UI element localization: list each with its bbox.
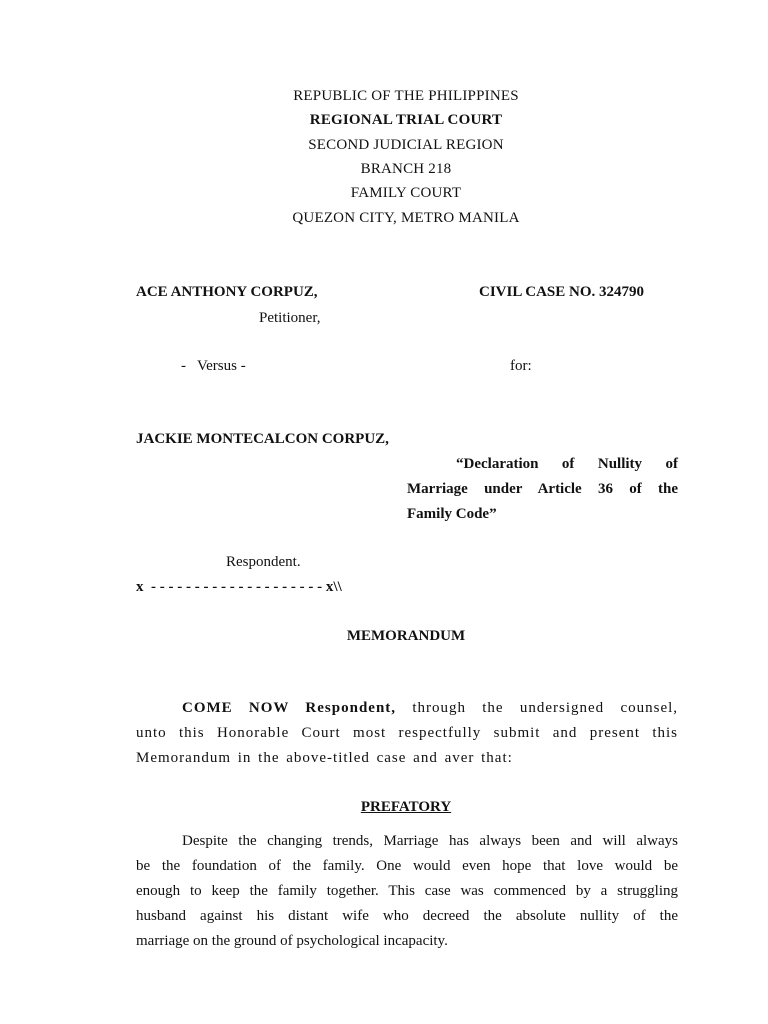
intro-line-3: Memorandum in the above-titled case and aver that: <box>136 750 513 766</box>
for-label: for: <box>510 358 532 374</box>
case-number: CIVIL CASE NO. 324790 <box>479 284 645 300</box>
petitioner-name: ACE ANTHONY CORPUZ, <box>136 284 318 300</box>
header-family-court: FAMILY COURT <box>350 185 462 201</box>
intro-line-1-rest: through the undersigned counsel, <box>412 700 679 716</box>
prefatory-paragraph <box>136 829 678 954</box>
header-city: QUEZON CITY, METRO MANILA <box>292 210 520 226</box>
versus-label: - Versus - <box>181 358 246 374</box>
action-line-1: “Declaration of Nullity of <box>456 456 678 472</box>
header-branch: BRANCH 218 <box>360 161 452 177</box>
intro-lead: COME NOW Respondent, <box>182 700 397 716</box>
header-republic: REPUBLIC OF THE PHILIPPINES <box>293 88 519 104</box>
document-title: MEMORANDUM <box>346 628 466 644</box>
section-heading: PREFATORY <box>360 799 452 815</box>
prefatory-line-5: marriage on the ground of psychological incapacity. <box>136 933 448 949</box>
intro-line-2: unto this Honorable Court most respectfully submit and present this <box>136 725 678 741</box>
caption-separator: x - - - - - - - - - - - - - - - - - - - - x\\ <box>136 579 342 595</box>
respondent-label: Respondent. <box>226 554 301 570</box>
intro-line-1 <box>136 696 678 721</box>
prefatory-line-2: be the foundation of the family. One would even hope that love would be <box>136 858 678 874</box>
prefatory-line-3: enough to keep the family together. This case was commenced by a struggling <box>136 883 678 899</box>
header-court: REGIONAL TRIAL COURT <box>309 112 503 128</box>
intro-paragraph <box>136 696 678 771</box>
action-line-3: Family Code” <box>407 506 497 522</box>
prefatory-line-1: Despite the changing trends, Marriage has always been and will always <box>182 833 678 849</box>
petitioner-label: Petitioner, <box>259 310 321 326</box>
header-region: SECOND JUDICIAL REGION <box>308 137 504 153</box>
prefatory-line-4: husband against his distant wife who decreed the absolute nullity of the <box>136 908 678 924</box>
action-line-2: Marriage under Article 36 of the <box>407 481 678 497</box>
respondent-name: JACKIE MONTECALCON CORPUZ, <box>136 431 389 447</box>
